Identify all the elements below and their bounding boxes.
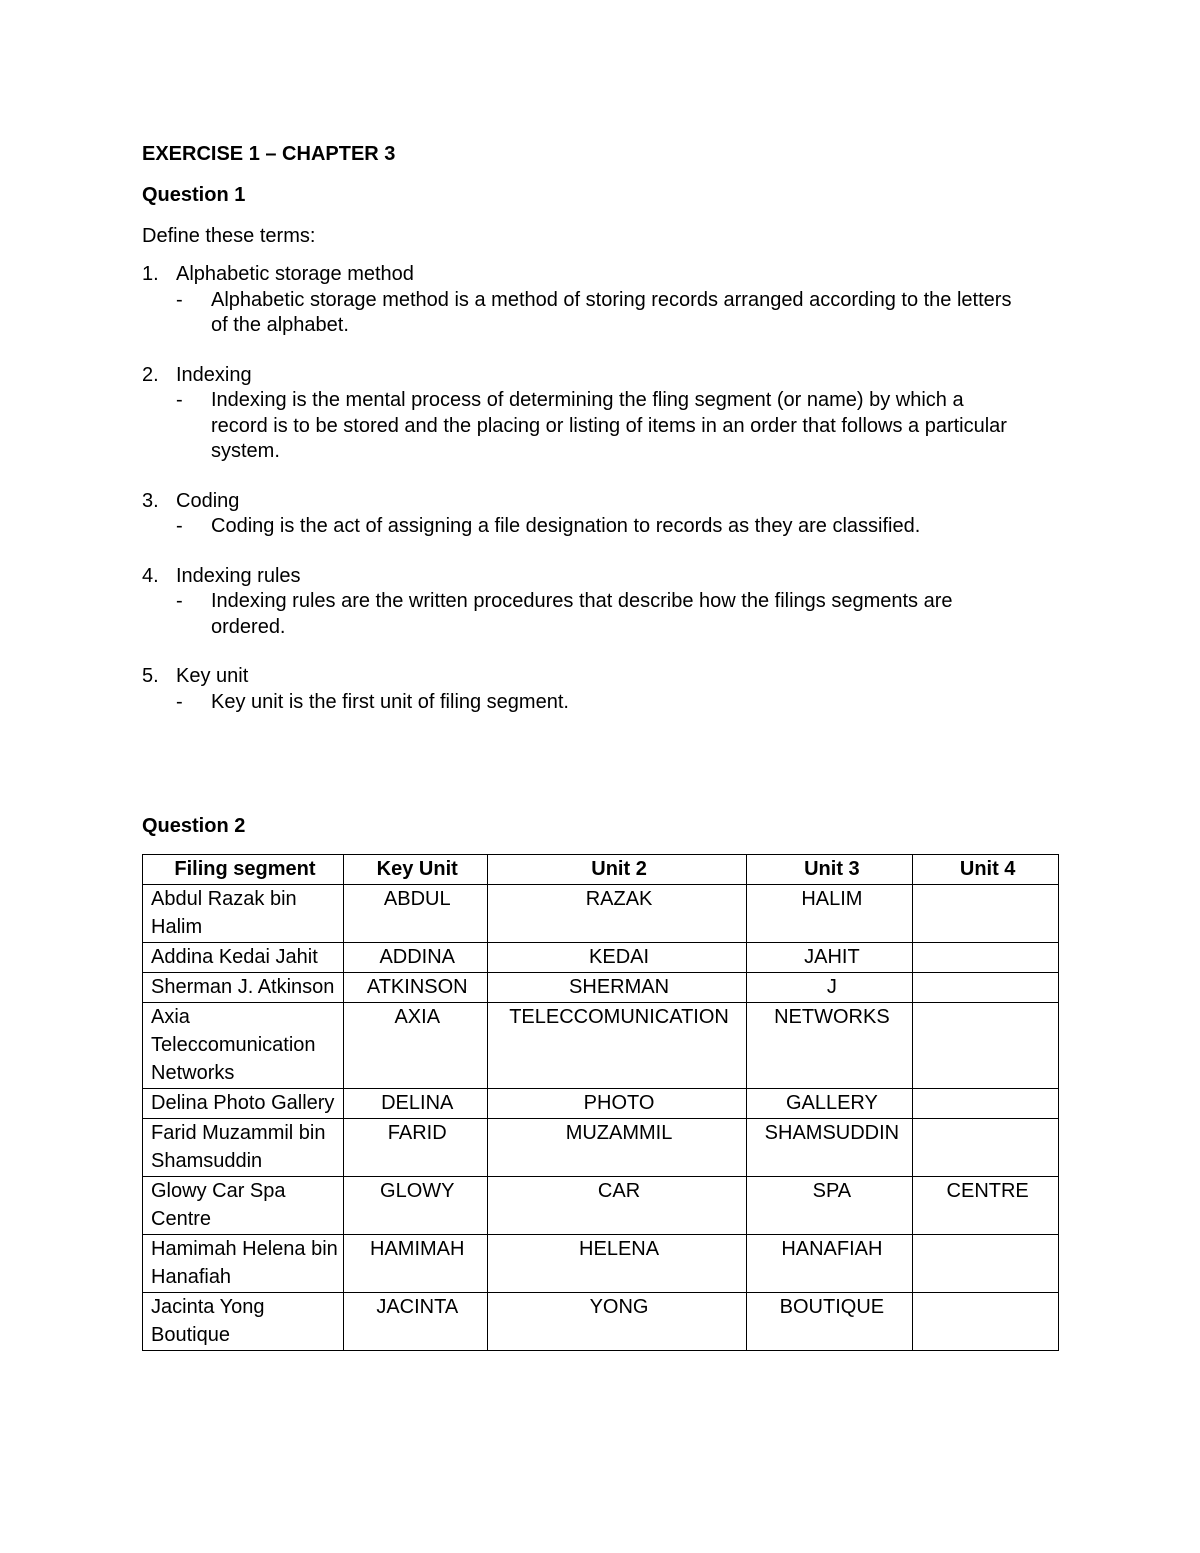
terms-list [142, 262, 1060, 715]
filing-segment-cell: Delina Photo Gallery [143, 1089, 344, 1119]
column-header: Unit 2 [487, 855, 747, 885]
unit-cell: CAR [487, 1177, 747, 1235]
unit-cell [913, 1003, 1059, 1089]
table-row [143, 1293, 1059, 1351]
document-page [142, 140, 1060, 739]
unit-cell: HAMIMAH [343, 1235, 487, 1293]
term-row [142, 262, 1060, 288]
column-header: Unit 3 [747, 855, 913, 885]
unit-cell [913, 885, 1059, 943]
term-definition: Indexing rules are the written procedures that describe how the filings segments are ordered. [211, 590, 953, 638]
table-row [143, 1119, 1059, 1177]
term-definition: Indexing is the mental process of determining the fling segment (or name) by which a record is to be stored and the placing or listing of items in an order that follows a particular system. [211, 389, 1007, 462]
unit-cell [913, 1235, 1059, 1293]
filing-segment-cell: Sherman J. Atkinson [143, 973, 344, 1003]
column-header: Filing segment [143, 855, 344, 885]
unit-cell [913, 943, 1059, 973]
dash-bullet: - [176, 288, 183, 311]
filing-segment-cell: Farid Muzammil bin Shamsuddin [143, 1119, 344, 1177]
filing-segment-cell: Glowy Car Spa Centre [143, 1177, 344, 1235]
term-number: 1. [142, 263, 159, 285]
filing-segment-cell: Addina Kedai Jahit [143, 943, 344, 973]
unit-cell: NETWORKS [747, 1003, 913, 1089]
term-definition: Coding is the act of assigning a file designation to records as they are classified. [211, 515, 921, 537]
unit-cell: ADDINA [343, 943, 487, 973]
unit-cell: TELECCOMUNICATION [487, 1003, 747, 1089]
unit-cell: SHAMSUDDIN [747, 1119, 913, 1177]
dash-bullet: - [176, 590, 183, 612]
question-1-heading: Question 1 [142, 184, 246, 206]
term-name: Coding [176, 489, 240, 512]
filing-segment-cell: Axia Teleccomunication Networks [143, 1003, 344, 1089]
unit-cell: HELENA [487, 1235, 747, 1293]
question-1-intro: Define these terms: [142, 225, 316, 247]
term-number: 4. [142, 564, 159, 587]
filing-segment-cell: Hamimah Helena bin Hanafiah [143, 1235, 344, 1293]
filing-segment-cell: Jacinta Yong Boutique [143, 1293, 344, 1351]
dash-bullet: - [176, 389, 183, 411]
table-row [143, 885, 1059, 943]
term-definition: Key unit is the first unit of filing segment. [211, 690, 569, 713]
filing-segment-cell: Abdul Razak bin Halim [143, 885, 344, 943]
unit-cell: HALIM [747, 885, 913, 943]
definition-row [142, 690, 1060, 716]
filing-table [142, 854, 1059, 1351]
unit-cell: FARID [343, 1119, 487, 1177]
term-name: Key unit [176, 665, 249, 687]
unit-cell: YONG [487, 1293, 747, 1351]
term-name: Indexing [176, 363, 252, 386]
term-number: 3. [142, 489, 159, 512]
term-name: Indexing rules [176, 564, 301, 587]
definition-row [142, 589, 1060, 640]
table-row [143, 1003, 1059, 1089]
unit-cell: BOUTIQUE [747, 1293, 913, 1351]
term-item [142, 262, 1060, 339]
term-item [142, 564, 1060, 641]
unit-cell: ABDUL [343, 885, 487, 943]
term-item [142, 489, 1060, 540]
unit-cell [913, 973, 1059, 1003]
term-row [142, 489, 1060, 515]
table-row [143, 973, 1059, 1003]
column-header: Unit 4 [913, 855, 1059, 885]
question-2-heading: Question 2 [142, 815, 246, 837]
unit-cell: JACINTA [343, 1293, 487, 1351]
unit-cell: DELINA [343, 1089, 487, 1119]
dash-bullet: - [176, 690, 183, 713]
unit-cell: AXIA [343, 1003, 487, 1089]
unit-cell: SHERMAN [487, 973, 747, 1003]
term-item [142, 664, 1060, 715]
table-header-row [143, 855, 1059, 885]
term-definition: Alphabetic storage method is a method of storing records arranged according to the letters of the alphabet. [211, 288, 1012, 336]
column-header: Key Unit [343, 855, 487, 885]
table-row [143, 943, 1059, 973]
unit-cell: SPA [747, 1177, 913, 1235]
table-row [143, 1089, 1059, 1119]
dash-bullet: - [176, 515, 183, 537]
unit-cell: MUZAMMIL [487, 1119, 747, 1177]
unit-cell: GLOWY [343, 1177, 487, 1235]
unit-cell: JAHIT [747, 943, 913, 973]
document-title: EXERCISE 1 – CHAPTER 3 [142, 143, 396, 165]
term-row [142, 664, 1060, 690]
unit-cell: ATKINSON [343, 973, 487, 1003]
unit-cell: J [747, 973, 913, 1003]
unit-cell [913, 1119, 1059, 1177]
question-2-section [142, 812, 1060, 1351]
term-row [142, 363, 1060, 389]
term-name: Alphabetic storage method [176, 263, 414, 285]
unit-cell: HANAFIAH [747, 1235, 913, 1293]
unit-cell: CENTRE [913, 1177, 1059, 1235]
table-row [143, 1177, 1059, 1235]
term-number: 5. [142, 665, 159, 687]
unit-cell: GALLERY [747, 1089, 913, 1119]
definition-row [142, 514, 1060, 540]
table-row [143, 1235, 1059, 1293]
term-item [142, 363, 1060, 465]
definition-row [142, 288, 1060, 339]
unit-cell [913, 1293, 1059, 1351]
term-row [142, 564, 1060, 590]
unit-cell: PHOTO [487, 1089, 747, 1119]
table-body [143, 885, 1059, 1351]
term-number: 2. [142, 363, 159, 386]
unit-cell [913, 1089, 1059, 1119]
definition-row [142, 388, 1060, 465]
unit-cell: KEDAI [487, 943, 747, 973]
unit-cell: RAZAK [487, 885, 747, 943]
